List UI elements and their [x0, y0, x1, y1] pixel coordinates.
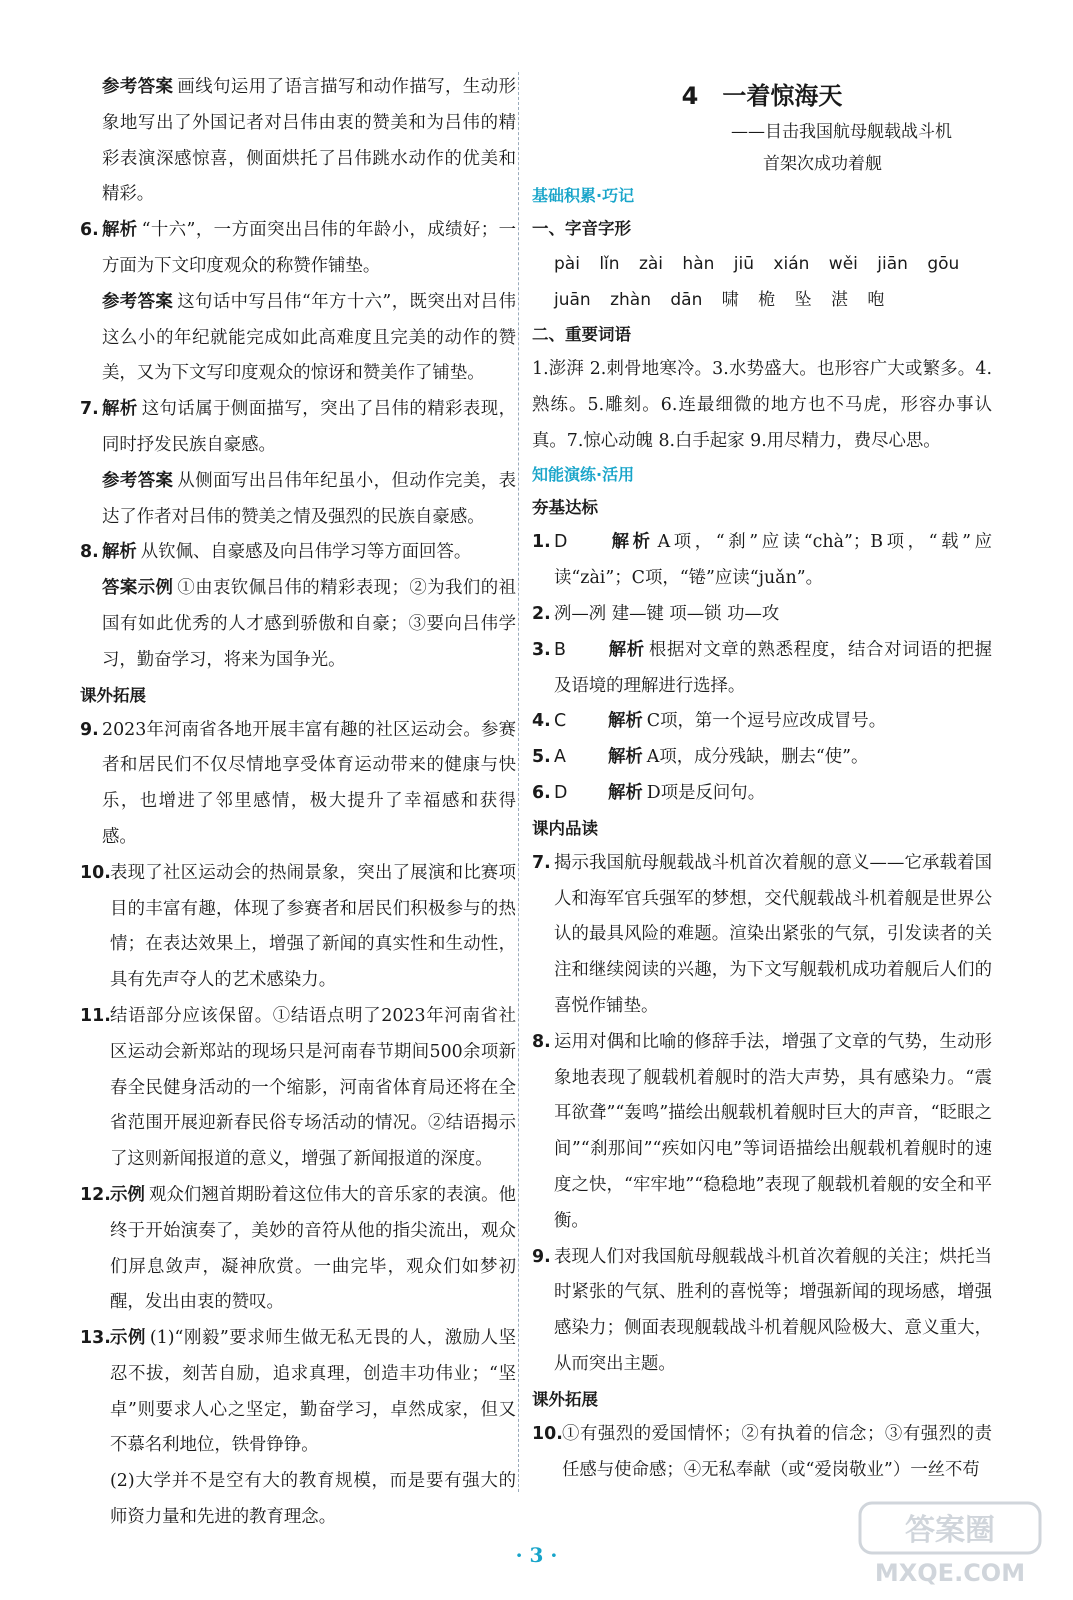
answer-5: 5. A 解析 A项，成分残缺，删去“使”。	[532, 747, 869, 768]
section-band: 知能演练·活用	[532, 465, 635, 485]
section-heading: 一、字音字形	[532, 219, 631, 238]
lesson-subtitle-2: 首架次成功着舰	[763, 154, 882, 174]
svg-text:答案圈: 答案圈	[905, 1513, 995, 1548]
right-column	[532, 70, 992, 1488]
pinyin-row: juān zhàn dān 啸 桅 坠 湛 咆	[554, 290, 885, 310]
section-heading: 课外拓展	[532, 1389, 598, 1409]
question-7: 7. 解析 这句话属于侧面描写，突出了吕伟的精彩表现，同时抒发民族自豪感。 参考答案 从侧面写出吕伟年纪虽小，但动作完美，表达了作者对吕伟的赞美之情及强烈的民族自豪感。	[80, 399, 516, 527]
page-number: · 3 ·	[515, 1543, 558, 1567]
answer-10: 10. ①有强烈的爱国情怀；②有执着的信念；③有强烈的责任感与使命感；④无私奉献（或“爱岗敬业”）一丝不苟	[532, 1423, 992, 1480]
answer-3: 3. B 解析 根据对文章的熟悉程度，结合对词语的把握及语境的理解进行选择。	[532, 639, 992, 696]
section-heading: 课外拓展	[80, 685, 146, 705]
answer-7: 7. 揭示我国航母舰载战斗机首次着舰的意义——它承载着国人和海军官兵强军的梦想，交代舰载战斗机着舰是世界公认的最具风险的难题。渲染出紧张的气氛，引发读者的关注和继续阅读的兴趣，为下文写舰载机成功着舰后人们的喜悦作铺垫。	[532, 852, 992, 1016]
lesson-subtitle: ——目击我国航母舰载战斗机	[731, 122, 952, 142]
answer-6: 6. D 解析 D项是反问句。	[532, 782, 766, 803]
answer-9: 9. 表现人们对我国航母舰载战斗机首次着舰的关注；烘托当时紧张的气氛、胜利的喜悦等；增强新闻的现场感，增强感染力；侧面表现舰载战斗机着舰风险极大、意义重大，从而突出主题。	[532, 1246, 992, 1374]
lesson-title: 4 一着惊海天	[681, 82, 843, 110]
answer-1: 1. D 解析 A项，“刹”应读“chà”；B项，“载”应读“zài”；C项，“锩”应读“juǎn”。	[532, 532, 992, 589]
answer-2: 2. 冽—冽 建—键 项—锁 功—攻	[532, 603, 780, 624]
answer-4: 4. C 解析 C项，第一个逗号应改成冒号。	[532, 711, 887, 732]
vocab-answers: 1.澎湃 2.刺骨地寒冷。3.水势盛大。也形容广大或繁多。4.熟练。5.雕刻。6.连最细微的地方也不马虎，形容办事认真。7.惊心动魄 8.白手起家 9.用尽精力，费尽心思。	[532, 359, 992, 451]
question-8: 8. 解析 从钦佩、自豪感及向吕伟学习等方面回答。 答案示例 ①由衷钦佩吕伟的精彩表现；②为我们的祖国有如此优秀的人才感到骄傲和自豪；③要向吕伟学习，勤奋学习，将来为国争光。	[80, 542, 516, 670]
answer-8: 8. 运用对偶和比喻的修辞手法，增强了文章的气势，生动形象地表现了舰载机着舰时的浩大声势，具有感染力。“震耳欲聋”“轰鸣”描绘出舰载机着舰时巨大的声音，“眨眼之间”“刹那间”“疾如闪电”等词语描绘出舰载机着舰时的速度之快，“牢牢地”“稳稳地”表现了舰载机着舰的安全和平衡。	[532, 1031, 992, 1231]
section-band: 基础积累·巧记	[532, 186, 635, 205]
question-12: 12. 示例 观众们翘首期盼着这位伟大的音乐家的表演。他终于开始演奏了，美妙的音符从他的指尖流出，观众们屏息敛声，凝神欣赏。一曲完毕，观众们如梦初醒，发出由衷的赞叹。	[80, 1184, 516, 1313]
question-10: 10. 表现了社区运动会的热闹景象，突出了展演和比赛项目的丰富有趣，体现了参赛者和居民们积极参与的热情；在表达效果上，增强了新闻的真实性和生动性，具有先声夺人的艺术感染力。	[80, 862, 516, 991]
pinyin-row: pài lǐn zài hàn jiū xián wěi jiān gōu	[554, 254, 960, 274]
question-6: 6. 解析 “十六”，一方面突出吕伟的年龄小，成绩好；一方面为下文印度观众的称赞作铺垫。 参考答案 这句话中写吕伟“年方十六”，既突出对吕伟这么小的年纪就能完成如此高难度且完美的动作的赞美，又为下文写印度观众的惊讶和赞美作了铺垫。	[80, 220, 516, 384]
question-11: 11. 结语部分应该保留。①结语点明了2023年河南省社区运动会新郑站的现场只是河南春节期间500余项新春全民健身活动的一个缩影，河南省体育局还将在全省范围开展迎新春民俗专场活动的情况。②结语揭示了这则新闻报道的意义，增强了新闻报道的深度。	[80, 1005, 516, 1170]
watermark-logo	[850, 1495, 1050, 1590]
question-9: 9. 2023年河南省各地开展丰富有趣的社区运动会。参赛者和居民们不仅尽情地享受体育运动带来的健康与快乐，也增进了邻里感情，极大提升了幸福感和获得感。	[80, 719, 516, 847]
column-divider	[518, 72, 519, 1492]
section-heading: 二、重要词语	[532, 325, 631, 344]
left-column	[80, 70, 516, 1536]
section-heading: 夯基达标	[532, 498, 598, 518]
question-13: 13. 示例 (1)“刚毅”要求师生做无私无畏的人，激励人坚忍不拔，刻苦自励，追求真理，创造丰功伟业；“坚卓”则要求人心之坚定，勤奋学习，卓然成家，但又不慕名利地位，铁骨铮铮。 (2)大学并不是空有大的教育规模，而是要有强大的师资力量和先进的教育理念。	[80, 1328, 516, 1528]
svg-text:MXQE.COM: MXQE.COM	[874, 1559, 1026, 1587]
answer-paragraph: 参考答案 画线句运用了语言描写和动作描写，生动形象地写出了外国记者对吕伟由衷的赞美和为吕伟的精彩表演深感惊喜，侧面烘托了吕伟跳水动作的优美和精彩。	[102, 77, 516, 205]
section-heading: 课内品读	[532, 818, 598, 838]
